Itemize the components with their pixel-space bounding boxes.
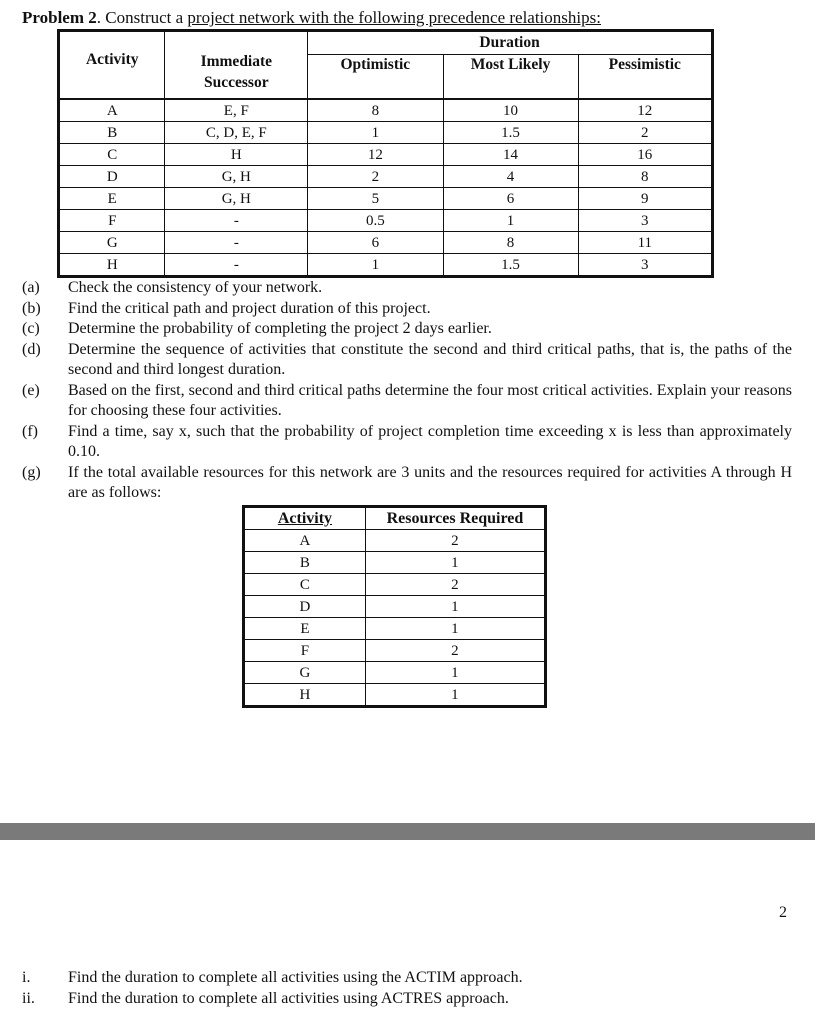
- table-row: [244, 662, 546, 684]
- cell-optimistic: 6: [308, 232, 443, 254]
- table-row: [59, 188, 713, 210]
- question-item: [22, 278, 792, 299]
- cell-activity: D: [59, 166, 165, 188]
- cell-optimistic: 1: [308, 122, 443, 144]
- resource-cell-activity: B: [244, 552, 366, 574]
- cell-pessimistic: 8: [578, 166, 712, 188]
- table-row: [244, 596, 546, 618]
- table-row: [244, 618, 546, 640]
- resource-cell-resources: 2: [365, 640, 545, 662]
- subquestion-label: i.: [22, 969, 31, 986]
- resource-cell-activity: F: [244, 640, 366, 662]
- cell-successor: E, F: [165, 99, 308, 122]
- table-row: [244, 530, 546, 552]
- question-text: Find the critical path and project duration of this project.: [68, 299, 431, 317]
- question-text: Check the consistency of your network.: [68, 279, 323, 296]
- question-label: (d): [22, 340, 41, 358]
- resource-header-activity: Activity: [244, 507, 366, 530]
- cell-most-likely: 8: [443, 232, 578, 254]
- cell-activity: F: [59, 210, 165, 232]
- resource-cell-resources: 2: [365, 574, 545, 596]
- cell-optimistic: 5: [308, 188, 443, 210]
- header-activity: Activity: [59, 31, 165, 100]
- cell-activity: E: [59, 188, 165, 210]
- subquestion-i: [22, 969, 523, 987]
- resource-cell-activity: H: [244, 684, 366, 707]
- cell-activity: G: [59, 232, 165, 254]
- resource-cell-activity: G: [244, 662, 366, 684]
- cell-most-likely: 10: [443, 99, 578, 122]
- resource-cell-resources: 1: [365, 662, 545, 684]
- question-item: [22, 422, 792, 463]
- question-label: (a): [22, 279, 40, 296]
- cell-successor: H: [165, 144, 308, 166]
- resource-cell-resources: 1: [365, 618, 545, 640]
- question-item: [22, 319, 792, 340]
- question-text: Determine the probability of completing the project 2 days earlier.: [68, 320, 492, 337]
- question-text: Based on the first, second and third critical paths determine the four most critical activities. Explain your reasons for choosing these four activities.: [68, 381, 792, 419]
- resource-cell-resources: 2: [365, 530, 545, 552]
- cell-pessimistic: 16: [578, 144, 712, 166]
- cell-pessimistic: 11: [578, 232, 712, 254]
- cell-optimistic: 12: [308, 144, 443, 166]
- question-text: Find a time, say x, such that the probability of project completion time exceeding x is less than approximately 0.10.: [68, 422, 792, 460]
- table-row: [59, 210, 713, 232]
- cell-activity: C: [59, 144, 165, 166]
- cell-optimistic: 2: [308, 166, 443, 188]
- question-text: Determine the sequence of activities that constitute the second and third critical paths, that is, the paths of the second and third longest duration.: [68, 340, 792, 378]
- cell-successor: -: [165, 232, 308, 254]
- cell-most-likely: 1: [443, 210, 578, 232]
- cell-pessimistic: 3: [578, 210, 712, 232]
- resource-cell-activity: A: [244, 530, 366, 552]
- header-duration: Duration: [308, 31, 713, 55]
- page-divider: [0, 823, 815, 840]
- question-text: If the total available resources for this network are 3 units and the resources required for activities A through H are as follows:: [68, 463, 792, 501]
- cell-optimistic: 1: [308, 254, 443, 277]
- question-item: [22, 299, 792, 320]
- table-row: [244, 574, 546, 596]
- question-label: (e): [22, 381, 40, 399]
- question-label: (b): [22, 299, 41, 317]
- cell-successor: -: [165, 210, 308, 232]
- resource-cell-resources: 1: [365, 552, 545, 574]
- subquestion-label: ii.: [22, 990, 35, 1007]
- question-list: [22, 278, 792, 504]
- cell-successor: G, H: [165, 166, 308, 188]
- question-item: [22, 381, 792, 422]
- cell-most-likely: 14: [443, 144, 578, 166]
- table-row: [244, 684, 546, 707]
- resource-table: [242, 505, 547, 708]
- table-row: [59, 232, 713, 254]
- resource-cell-activity: D: [244, 596, 366, 618]
- question-item: [22, 340, 792, 381]
- resource-cell-activity: C: [244, 574, 366, 596]
- cell-pessimistic: 9: [578, 188, 712, 210]
- cell-successor: C, D, E, F: [165, 122, 308, 144]
- resource-header-required: Resources Required: [365, 507, 545, 530]
- cell-most-likely: 1.5: [443, 254, 578, 277]
- title-underlined: project network with the following precedence relationships:: [187, 8, 601, 27]
- table-row: [244, 552, 546, 574]
- subquestion-text: Find the duration to complete all activities using the ACTIM approach.: [68, 969, 523, 986]
- precedence-table: [57, 29, 714, 278]
- resource-cell-activity: E: [244, 618, 366, 640]
- cell-most-likely: 6: [443, 188, 578, 210]
- problem-title: [22, 8, 601, 28]
- cell-optimistic: 0.5: [308, 210, 443, 232]
- page-number: 2: [779, 904, 787, 921]
- header-pessimistic: Pessimistic: [578, 55, 712, 100]
- header-most-likely: Most Likely: [443, 55, 578, 100]
- cell-activity: B: [59, 122, 165, 144]
- cell-most-likely: 1.5: [443, 122, 578, 144]
- cell-optimistic: 8: [308, 99, 443, 122]
- question-label: (g): [22, 463, 41, 481]
- question-label: (c): [22, 320, 40, 337]
- question-item: [22, 463, 792, 504]
- cell-successor: -: [165, 254, 308, 277]
- resource-cell-resources: 1: [365, 596, 545, 618]
- question-label: (f): [22, 422, 38, 440]
- subquestion-text: Find the duration to complete all activities using ACTRES approach.: [68, 990, 509, 1007]
- problem-number: Problem 2: [22, 8, 97, 27]
- subquestion-ii: [22, 990, 509, 1008]
- cell-activity: H: [59, 254, 165, 277]
- table-row: [59, 166, 713, 188]
- table-row: [59, 144, 713, 166]
- header-successor: Immediate Successor: [165, 31, 308, 100]
- cell-most-likely: 4: [443, 166, 578, 188]
- table-row: [59, 122, 713, 144]
- table-row: [59, 99, 713, 122]
- table-row: [59, 254, 713, 277]
- cell-pessimistic: 3: [578, 254, 712, 277]
- cell-pessimistic: 12: [578, 99, 712, 122]
- title-plain: . Construct a: [96, 8, 188, 27]
- cell-activity: A: [59, 99, 165, 122]
- cell-successor: G, H: [165, 188, 308, 210]
- cell-pessimistic: 2: [578, 122, 712, 144]
- header-optimistic: Optimistic: [308, 55, 443, 100]
- resource-cell-resources: 1: [365, 684, 545, 707]
- table-row: [244, 640, 546, 662]
